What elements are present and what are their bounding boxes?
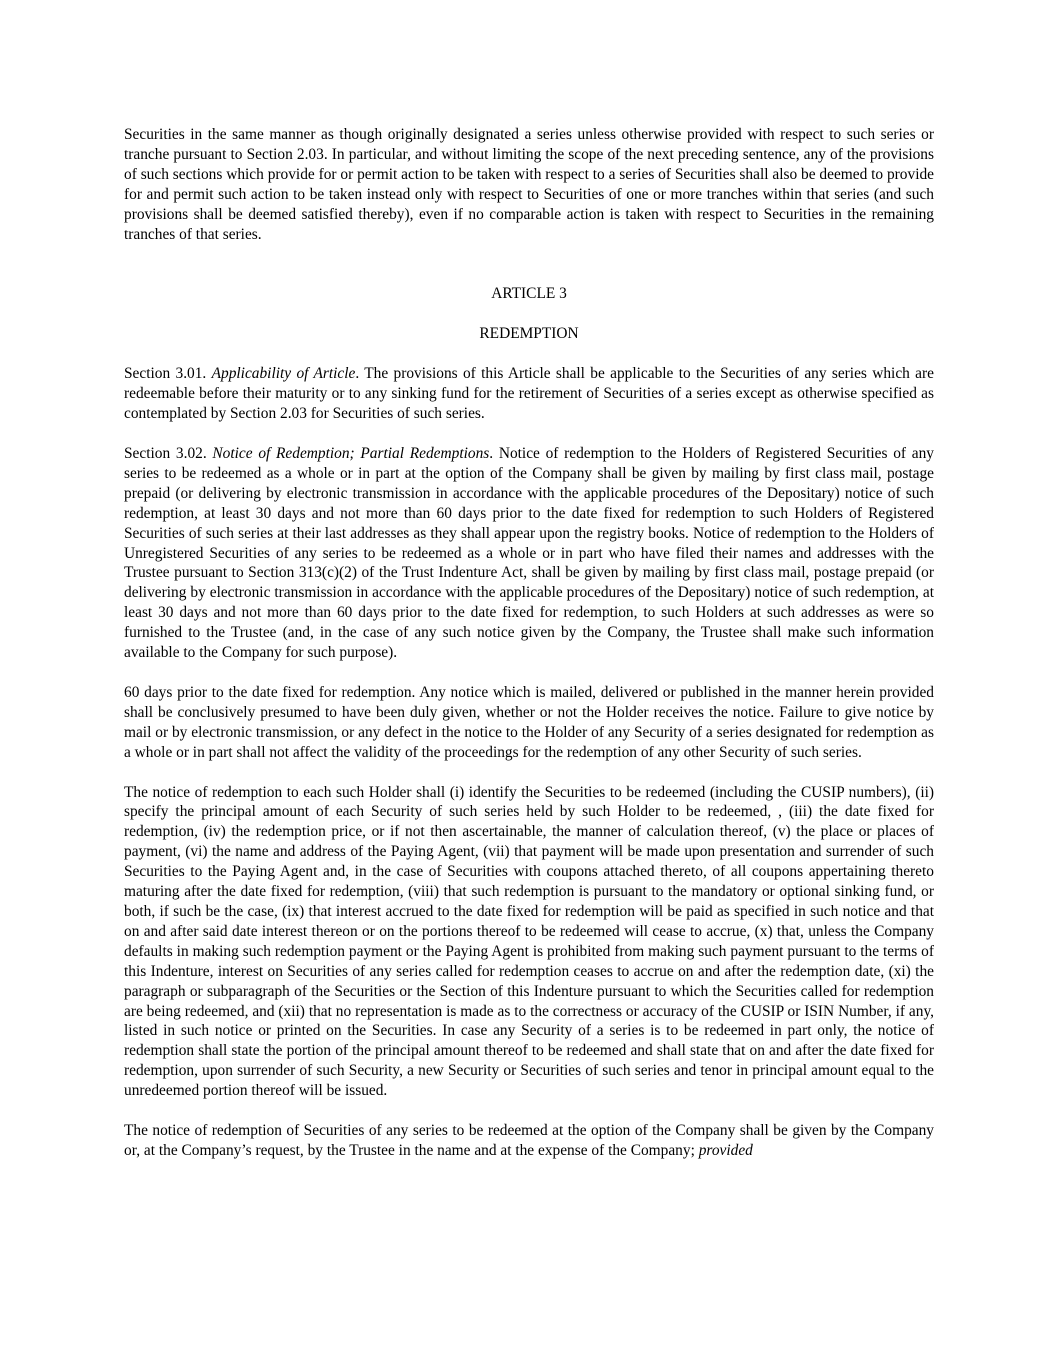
section-3-02-body: . Notice of redemption to the Holders of Registered Securities of any series to be redeemed as a whole or in part at the option of the Company shall be given by mailing by first class mail, postage prepaid (or delivering by electronic transmission in accordance with the applicable procedures of the Depositary) notice of such redemption, at least 30 days and not more than 60 days prior to the date fixed for redemption to such Holders of Registered Securities of such series at their last addresses as they shall appear upon the registry books. Notice of redemption to the Holders of Unregistered Securities of any series to be redeemed as a whole or in part who have filed their names and addresses with the Trustee pursuant to Section 313(c)(2) of the Trust Indenture Act, shall be given by mailing by first class mail, postage prepaid (or delivering by electronic transmission in accordance with the applicable procedures of the Depositary) notice of such redemption, at least 30 days and not more than 60 days prior to the date fixed for redemption, to such Holders at such addresses as were so furnished to the Trustee (and, in the case of any such notice given by the Company, the Trustee shall make such information available to the Company for such purpose). [124, 444, 934, 662]
notice-contents-paragraph: The notice of redemption to each such Holder shall (i) identify the Securities to be redeemed (including the CUSIP numbers), (ii) specify the principal amount of each Security of such series held by such Holder to be redeemed, , (iii) the date fixed for redemption, (iv) the redemption price, or if not then ascertainable, the manner of calculation thereof, (v) the place or places of payment, (vi) the name and address of the Paying Agent, (vii) that payment will be made upon presentation and surrender of such Securities to the Paying Agent and, in the case of Securities with coupons attached thereto, of all coupons appertaining thereto maturing after the date fixed for redemption, (viii) that such redemption is pursuant to the mandatory or optional sinking fund, or both, if such be the case, (ix) that interest accrued to the date fixed for redemption will be paid as specified in such notice and that on and after said date interest thereon or on the portions thereof to be redeemed will cease to accrue, (x) that, unless the Company defaults in making such redemption payment or the Paying Agent is prohibited from making such payment pursuant to the terms of this Indenture, interest on Securities of any series called for redemption ceases to accrue on and after the redemption date, (xi) the paragraph or subparagraph of the Securities or the Section of this Indenture pursuant to which the Securities called for redemption are being redeemed, and (xii) that no representation is made as to the correctness or accuracy of the CUSIP or ISIN Number, if any, listed in such notice or printed on the Securities. In case any Security of a series is to be redeemed in part only, the notice of redemption shall state the portion of the principal amount thereof to be redeemed and shall state that on and after the date fixed for redemption, upon surrender of such Security, a new Security or Securities of such series and tenor in principal amount equal to the unredeemed portion thereof will be issued. [124, 783, 934, 1100]
section-3-01-paragraph [124, 364, 934, 424]
section-3-02-label: Section 3.02. [124, 444, 213, 462]
intro-paragraph: Securities in the same manner as though originally designated a series unless otherwise provided with respect to such series or tranche pursuant to Section 2.03. In particular, and without limiting the scope of the next preceding sentence, any of the provisions of such sections which provide for or permit action to be taken with respect to a series of Securities shall also be deemed to provide for and permit such action to be taken instead only with respect to Securities of one or more tranches within that series (and such provisions shall be deemed satisfied thereby), even if no comparable action is taken with respect to Securities in the remaining tranches of that series. [124, 126, 934, 243]
section-3-01-body: . The provisions of this Article shall be applicable to the Securities of any series which are redeemable before their maturity or to any sinking fund for the retirement of Securities of a series except as otherwise specified as contemplated by Section 2.03 for Securities of such series. [124, 365, 934, 423]
final-paragraph-body: The notice of redemption of Securities of any series to be redeemed at the option of the Company shall be given by the Company or, at the Company’s request, by the Trustee in the name and at the expense of the Company; [124, 1122, 934, 1159]
final-paragraph-italic: provided [698, 1141, 753, 1159]
section-3-02-paragraph [124, 444, 934, 663]
article-number: ARTICLE 3 [491, 285, 567, 303]
section-3-02-title: Notice of Redemption; Partial Redemptions [212, 444, 490, 462]
sixty-days-paragraph: 60 days prior to the date fixed for redemption. Any notice which is mailed, delivered or published in the manner herein provided shall be conclusively presumed to have been duly given, whether or not the Holder receives the notice. Failure to give notice by mail or by electronic transmission, or any defect in the notice to the Holder of any Security of a series designated for redemption as a whole or in part shall not affect the validity of the proceedings for the redemption of any other Security of such series. [124, 683, 934, 761]
document-page [124, 125, 934, 1181]
section-3-01-label: Section 3.01. [124, 365, 212, 383]
final-paragraph [124, 1121, 934, 1161]
article-title: REDEMPTION [479, 325, 579, 343]
section-3-01-title: Applicability of Article [211, 365, 356, 383]
